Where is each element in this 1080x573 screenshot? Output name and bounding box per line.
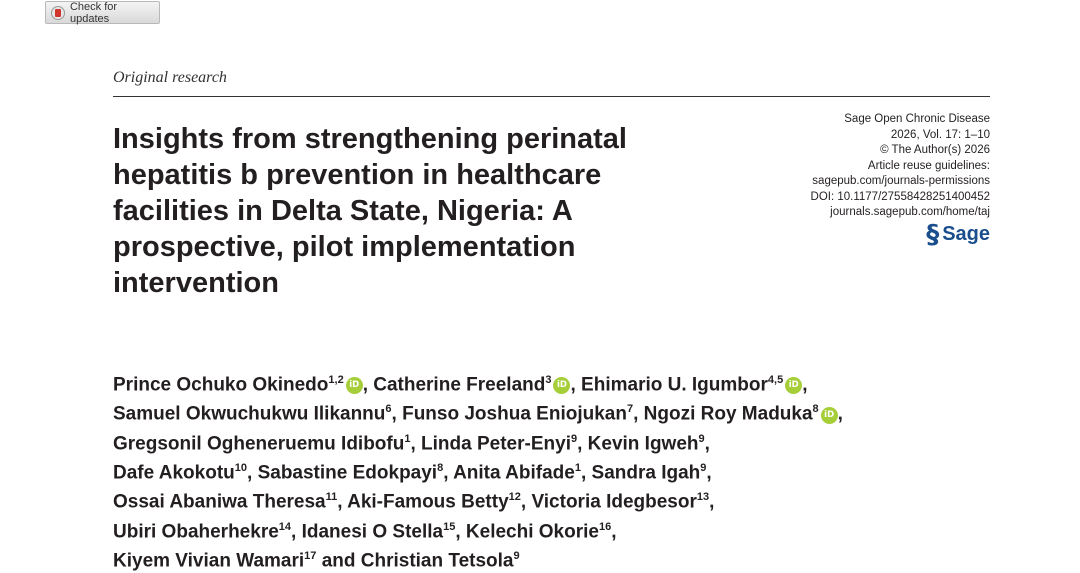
author-separator: , — [291, 520, 302, 542]
author-line — [113, 544, 993, 573]
affiliation-number: 4,5 — [767, 374, 784, 386]
doi[interactable]: DOI: 10.1177/27558428251400452 — [810, 190, 990, 203]
author-separator: , — [837, 403, 843, 425]
sage-logo-text: Sage — [942, 223, 990, 245]
author-separator: , — [706, 462, 712, 484]
affiliation-number: 8 — [812, 403, 819, 416]
volume-info: 2026, Vol. 17: 1–10 — [890, 128, 990, 141]
author-name: Funso Joshua Eniojukan — [402, 403, 627, 425]
author-name: Ubiri Obaherhekre — [113, 520, 279, 542]
sage-s-icon: § — [926, 219, 940, 250]
journal-homepage-link[interactable]: journals.sagepub.com/home/taj — [830, 206, 990, 218]
affiliation-number: 6 — [385, 403, 392, 416]
affiliation-number: 9 — [698, 432, 705, 445]
article-title: Insights from strengthening perinatal hepatitis b prevention in healthcare facilities in Delta State, Nigeria: A prospective, pilot implementation intervention — [113, 123, 627, 299]
affiliation-number: 16 — [598, 520, 612, 533]
author-separator: , — [580, 462, 592, 484]
author-separator: , — [247, 462, 258, 484]
affiliation-number: 1,2 — [328, 374, 344, 386]
author-name: Ossai Abaniwa Theresa — [113, 491, 326, 513]
author-line — [113, 368, 993, 397]
orcid-icon[interactable]: iD — [821, 407, 838, 424]
check-for-updates-label: Check for updates — [69, 0, 118, 25]
author-name: Prince Ochuko Okinedo — [113, 374, 329, 396]
author-name: Kevin Igweh — [587, 432, 699, 454]
affiliation-number: 11 — [325, 491, 338, 504]
affiliation-number: 14 — [278, 520, 292, 533]
author-separator: , — [633, 403, 644, 425]
affiliation-number: 9 — [700, 461, 707, 474]
affiliation-number: 10 — [234, 461, 248, 474]
check-for-updates-button[interactable] — [45, 1, 160, 24]
author-name: Aki-Famous Betty — [347, 491, 509, 513]
author-separator: , — [362, 374, 374, 396]
author-name: Victoria Idegbesor — [531, 491, 697, 513]
author-separator: , — [611, 520, 617, 542]
author-name: Linda Peter-Enyi — [421, 432, 571, 454]
crossmark-icon — [51, 6, 65, 20]
reuse-link[interactable]: sagepub.com/journals-permissions — [812, 175, 990, 187]
orcid-icon[interactable]: iD — [553, 377, 570, 394]
affiliation-number: 15 — [443, 520, 456, 533]
affiliation-number: 12 — [508, 491, 521, 504]
author-separator: , — [410, 432, 422, 454]
author-name: Sandra Igah — [591, 462, 701, 484]
author-line — [113, 485, 993, 514]
author-name: Ehimario U. Igumbor — [581, 374, 768, 396]
author-separator: , — [577, 432, 588, 454]
author-separator: , — [704, 432, 710, 454]
author-name: Ngozi Roy Maduka — [643, 403, 813, 425]
affiliation-number: 17 — [304, 549, 317, 562]
sage-logo — [926, 219, 990, 250]
author-separator: , — [520, 491, 532, 513]
orcid-icon[interactable]: iD — [785, 377, 802, 394]
affiliation-number: 8 — [437, 461, 444, 474]
affiliation-number: 9 — [513, 549, 520, 562]
author-name: Idanesi O Stella — [301, 520, 444, 542]
author-separator: , — [709, 491, 715, 513]
author-name: Samuel Okwuchukwu Ilikannu — [113, 403, 386, 425]
reuse-label: Article reuse guidelines: — [867, 159, 990, 172]
author-line — [113, 397, 993, 426]
author-separator: , — [443, 462, 454, 484]
affiliation-number: 1 — [404, 432, 411, 445]
author-separator: , — [391, 403, 403, 425]
author-name: Kiyem Vivian Wamari — [113, 550, 305, 572]
author-separator: , — [570, 374, 582, 396]
author-name: Dafe Akokotu — [113, 462, 235, 484]
author-name: Anita Abifade — [453, 462, 575, 484]
author-separator: , — [337, 491, 348, 513]
author-name: Kelechi Okorie — [465, 520, 599, 542]
author-name: Sabastine Edokpayi — [257, 462, 438, 484]
header-divider — [113, 96, 990, 97]
journal-meta — [811, 112, 990, 221]
affiliation-number: 7 — [626, 403, 634, 416]
orcid-icon[interactable]: iD — [346, 377, 363, 394]
author-name: Gregsonil Ogheneruemu Idibofu — [113, 432, 405, 454]
copyright: © The Author(s) 2026 — [880, 144, 990, 156]
author-conjunction: and — [321, 550, 361, 572]
affiliation-number: 1 — [574, 461, 581, 474]
author-name: Catherine Freeland — [373, 374, 546, 396]
journal-name: Sage Open Chronic Disease — [844, 113, 990, 125]
author-line — [113, 427, 993, 456]
author-separator: , — [455, 520, 466, 542]
affiliation-number: 13 — [696, 491, 710, 504]
author-line — [113, 456, 993, 485]
author-line — [113, 515, 993, 544]
author-separator: , — [802, 374, 808, 396]
author-list — [113, 368, 993, 573]
affiliation-number: 3 — [545, 374, 552, 386]
author-name: Christian Tetsola — [360, 550, 514, 572]
article-type: Original research — [113, 69, 227, 86]
affiliation-number: 9 — [570, 432, 578, 445]
